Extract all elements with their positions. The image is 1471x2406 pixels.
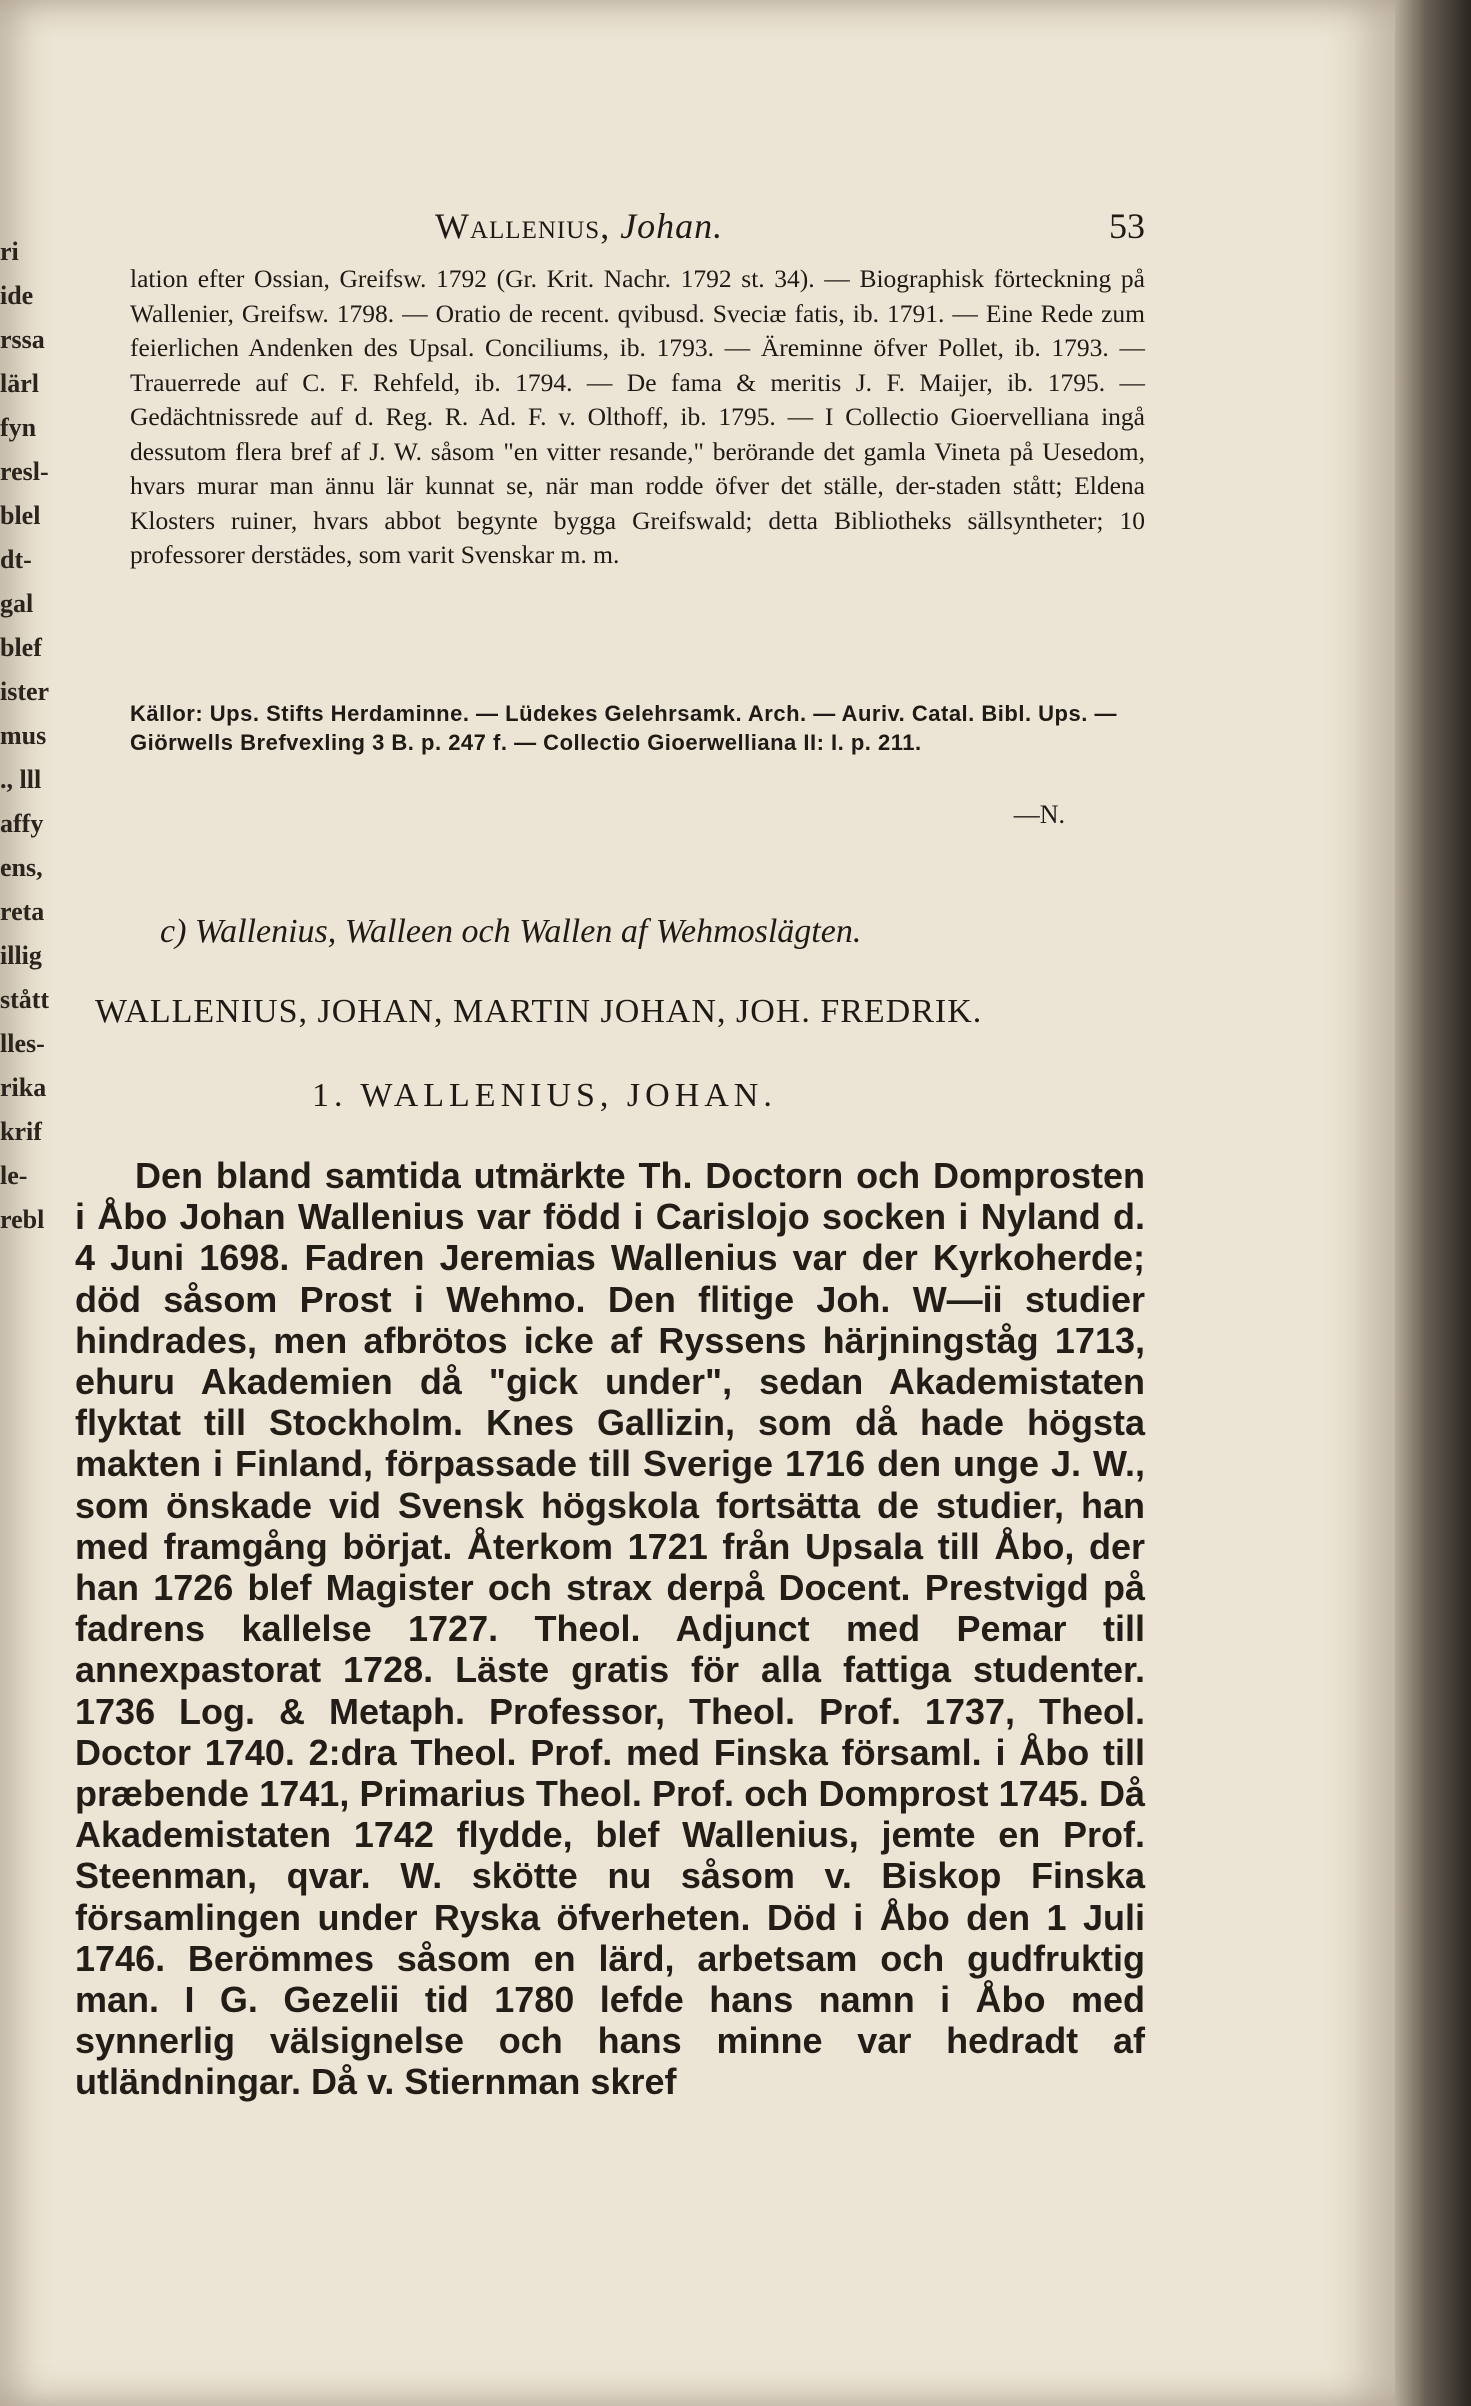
gutter-fragment: blel [0,501,41,530]
page-edge-shadow [1395,0,1471,2406]
gutter-fragment: reta [0,897,45,926]
gutter-fragment: affy [0,809,44,838]
gutter-fragment: ens, [0,853,43,882]
gutter-fragment: le- [0,1161,28,1190]
gutter-fragment: rssa [0,325,45,354]
sources-block [130,700,1145,757]
gutter-fragment: ide [0,281,34,310]
person-heading: 1. WALLENIUS, JOHAN. [312,1077,777,1114]
gutter-fragment: gal [0,589,34,618]
running-head-separator: , [600,206,621,246]
notes-paragraph: lation efter Ossian, Greifsw. 1792 (Gr. Krit. Nachr. 1792 st. 34). — Biographisk förteckning på Wallenier, Greifsw. 1798. — Oratio de recent. qvibusd. Sveciæ fatis, ib. 1791. — Eine Rede zum feierlichen Andenken des Upsal. Conciliums, ib. 1793. — Äreminne öfver Pollet, ib. 1793. — Trauerrede auf C. F. Rehfeld, ib. 1794. — De fama & meritis J. F. Maijer, ib. 1795. — Gedächtnissrede auf d. Reg. R. Ad. F. v. Olthoff, ib. 1795. — I Collectio Gioervelliana ingå dessutom flera bref af J. W. såsom "en vitter resande," berörande det gamla Vineta på Uesedom, hvars murar man ännu lär kunnat se, när man rodde öfver det ställe, der-staden stått; Eldena Klosters ruiner, hvars abbot begynte bygga Greifswald; detta Bibliotheks sällsyntheter; 10 professorer derstädes, som varit Svenskar m. m. [130,264,1145,569]
author-signature: —N. [1013,800,1065,829]
gutter-fragment: ister [0,677,50,706]
gutter-fragment: lärl [0,369,39,398]
gutter-fragment: mus [0,721,47,750]
running-head-name: Wallenius [435,206,601,246]
gutter-fragment: ., lll [0,765,42,794]
family-heading: WALLENIUS, JOHAN, MARTIN JOHAN, JOH. FREDRIK. [95,993,983,1030]
biography-paragraph: Den bland samtida utmärkte Th. Doctorn och Domprosten i Åbo Johan Wallenius var född i Carislojo socken i Nyland d. 4 Juni 1698. Fadren Jeremias Wallenius var der Kyrkoherde; död såsom Prost i Wehmo. Den flitige Joh. W—ii studier hindrades, men afbrötos icke af Ryssens härjningståg 1713, ehuru Akademien då "gick under", sedan Akademistaten flyktat till Stockholm. Knes Gallizin, som då hade högsta makten i Finland, förpassade till Sverige 1716 den unge J. W., som önskade vid Svensk högskola fortsätta de studier, han med framgång börjat. Återkom 1721 från Upsala till Åbo, der han 1726 blef Magister och strax derpå Docent. Prestvigd på fadrens kallelse 1727. Theol. Adjunct med Pemar till annexpastorat 1728. Läste gratis för alla fattiga studenter. 1736 Log. & Metaph. Professor, Theol. Prof. 1737, Theol. Doctor 1740. 2:dra Theol. Prof. med Finska församl. i Åbo till præbende 1741, Primarius Theol. Prof. och Domprost 1745. Då Akademistaten 1742 flydde, blef Wallenius, jemte en Prof. Steenman, qvar. W. skötte nu såsom v. Biskop Finska församlingen under Ryska öfverheten. Död i Åbo den 1 Juli 1746. Berömmes såsom en lärd, arbetsam och gudfruktig man. I G. Gezelii tid 1780 lefde hans namn i Åbo med synnerlig välsignelse och hans minne var hedradt af utländningar. Då v. Stiernman skref [75,1155,1145,2103]
bibliography-notes [130,262,1145,573]
gutter-fragment: fyn [0,413,37,442]
gutter-fragment: dt- [0,545,32,574]
gutter-fragment: krif [0,1117,42,1146]
gutter-fragment: ri [0,237,19,266]
page-number: 53 [1109,206,1145,246]
gutter-fragment: rika [0,1073,47,1102]
gutter-fragment: resl- [0,457,49,486]
biography-body [75,1155,1145,2103]
facing-page-gutter [0,230,60,1510]
gutter-fragment: stått [0,985,50,1014]
gutter-fragment: blef [0,633,42,662]
section-heading: c) Wallenius, Walleen och Wallen af Wehmoslägten. [160,913,862,950]
sources-text: Källor: Ups. Stifts Herdaminne. — Lüdekes Gelehrsamk. Arch. — Auriv. Catal. Bibl. Ups. — Giörwells Brefvexling 3 B. p. 247 f. — Collectio Gioerwelliana II: I. p. 211. [130,701,1117,755]
gutter-fragment: lles- [0,1029,45,1058]
running-head-forename: Johan. [620,206,724,246]
page-header [130,205,1145,255]
gutter-fragment: rebl [0,1205,45,1234]
gutter-fragment: illig [0,941,42,970]
running-head [435,205,723,247]
